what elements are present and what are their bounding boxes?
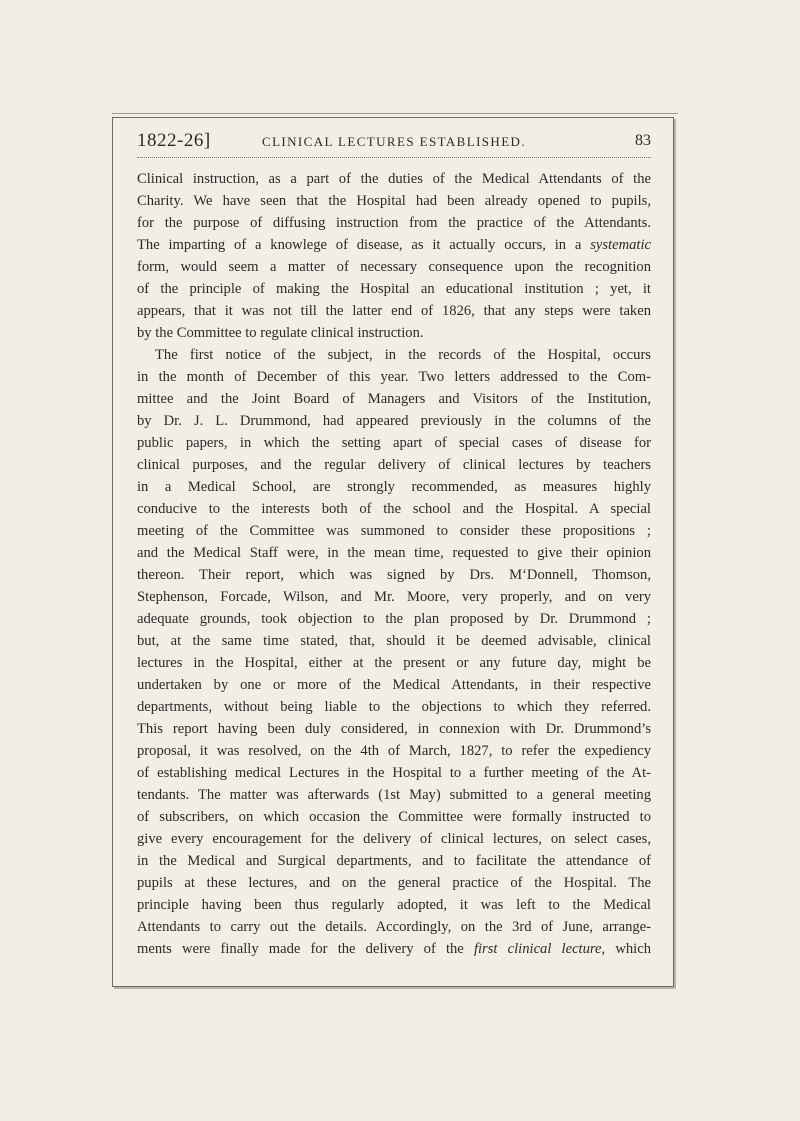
text-line: form, would seem a matter of necessary consequence upon the recognition <box>137 259 651 275</box>
text-line: The first notice of the subject, in the records of the Hospital, occurs <box>155 347 651 363</box>
text-line: by the Committee to regulate clinical instruction. <box>137 325 424 341</box>
running-title: CLINICAL LECTURES ESTABLISHED. <box>262 134 526 149</box>
text-line: in a Medical School, are strongly recommended, as measures highly <box>137 479 651 495</box>
body-text <box>137 168 651 960</box>
text-line: lectures in the Hospital, either at the present or any future day, might be <box>137 655 651 671</box>
italic-phrase: first clinical lecture <box>473 941 602 957</box>
text-line: of subscribers, on which occasion the Committee were formally instructed to <box>137 809 651 825</box>
text-line: public papers, in which the setting apart of special cases of disease for <box>137 435 651 451</box>
text-line: principle having been thus regularly adopted, it was left to the Medical <box>137 897 651 913</box>
text-line: conducive to the interests both of the school and the Hospital. A special <box>137 501 651 517</box>
text-line: tendants. The matter was afterwards (1st May) submitted to a general meeting <box>137 787 651 803</box>
text-line: but, at the same time stated, that, should it be deemed advisable, clinical <box>137 633 651 649</box>
text-line: and the Medical Staff were, in the mean time, requested to give their opinion <box>137 545 651 561</box>
text-line: Attendants to carry out the details. Accordingly, on the 3rd of June, arrange- <box>137 919 651 935</box>
text-line: clinical purposes, and the regular delivery of clinical lectures by teachers <box>137 457 651 473</box>
text-line: Charity. We have seen that the Hospital had been already opened to pupils, <box>137 193 651 209</box>
text-line: adequate grounds, took objection to the plan proposed by Dr. Drummond ; <box>137 611 651 627</box>
text-line: by Dr. J. L. Drummond, had appeared previously in the columns of the <box>137 413 651 429</box>
text-line: of the principle of making the Hospital an educational institution ; yet, it <box>137 281 651 297</box>
text-line: departments, without being liable to the objections to which they referred. <box>137 699 651 715</box>
text-line: pupils at these lectures, and on the general practice of the Hospital. The <box>137 875 651 891</box>
text-line <box>137 234 651 256</box>
text-line: give every encouragement for the delivery of clinical lectures, on select cases, <box>137 831 651 847</box>
page-top-rule <box>112 113 678 114</box>
text-line <box>137 938 651 960</box>
text-line: in the month of December of this year. Two letters addressed to the Com- <box>137 369 651 385</box>
text-line: for the purpose of diffusing instruction from the practice of the Attendants. <box>137 215 651 231</box>
running-date: 1822-26] <box>137 130 211 151</box>
text-line: undertaken by one or more of the Medical Attendants, in their respective <box>137 677 651 693</box>
text-line: mittee and the Joint Board of Managers and Visitors of the Institution, <box>137 391 651 407</box>
text-line-tail: , which <box>601 941 651 957</box>
text-line-part: The imparting of a knowlege of disease, as it actually occurs, in a <box>137 237 582 253</box>
running-header <box>137 130 651 158</box>
header-rule <box>137 157 651 162</box>
text-line: Stephenson, Forcade, Wilson, and Mr. Moore, very properly, and on very <box>137 589 651 605</box>
text-line-part: ments were finally made for the delivery of the <box>137 941 464 957</box>
text-line: This report having been duly considered, in connexion with Dr. Drummond’s <box>137 721 651 737</box>
page-number: 83 <box>635 132 651 149</box>
text-line: proposal, it was resolved, on the 4th of March, 1827, to refer the expediency <box>137 743 651 759</box>
text-line: Clinical instruction, as a part of the duties of the Medical Attendants of the <box>137 171 651 187</box>
text-line: thereon. Their report, which was signed by Drs. M‘Donnell, Thomson, <box>137 567 651 583</box>
text-line: meeting of the Committee was summoned to consider these propositions ; <box>137 523 651 539</box>
italic-word: systematic <box>590 237 651 253</box>
text-line: in the Medical and Surgical departments, and to facilitate the attendance of <box>137 853 651 869</box>
text-line: appears, that it was not till the latter end of 1826, that any steps were taken <box>137 303 651 319</box>
text-line: of establishing medical Lectures in the Hospital to a further meeting of the At- <box>137 765 651 781</box>
